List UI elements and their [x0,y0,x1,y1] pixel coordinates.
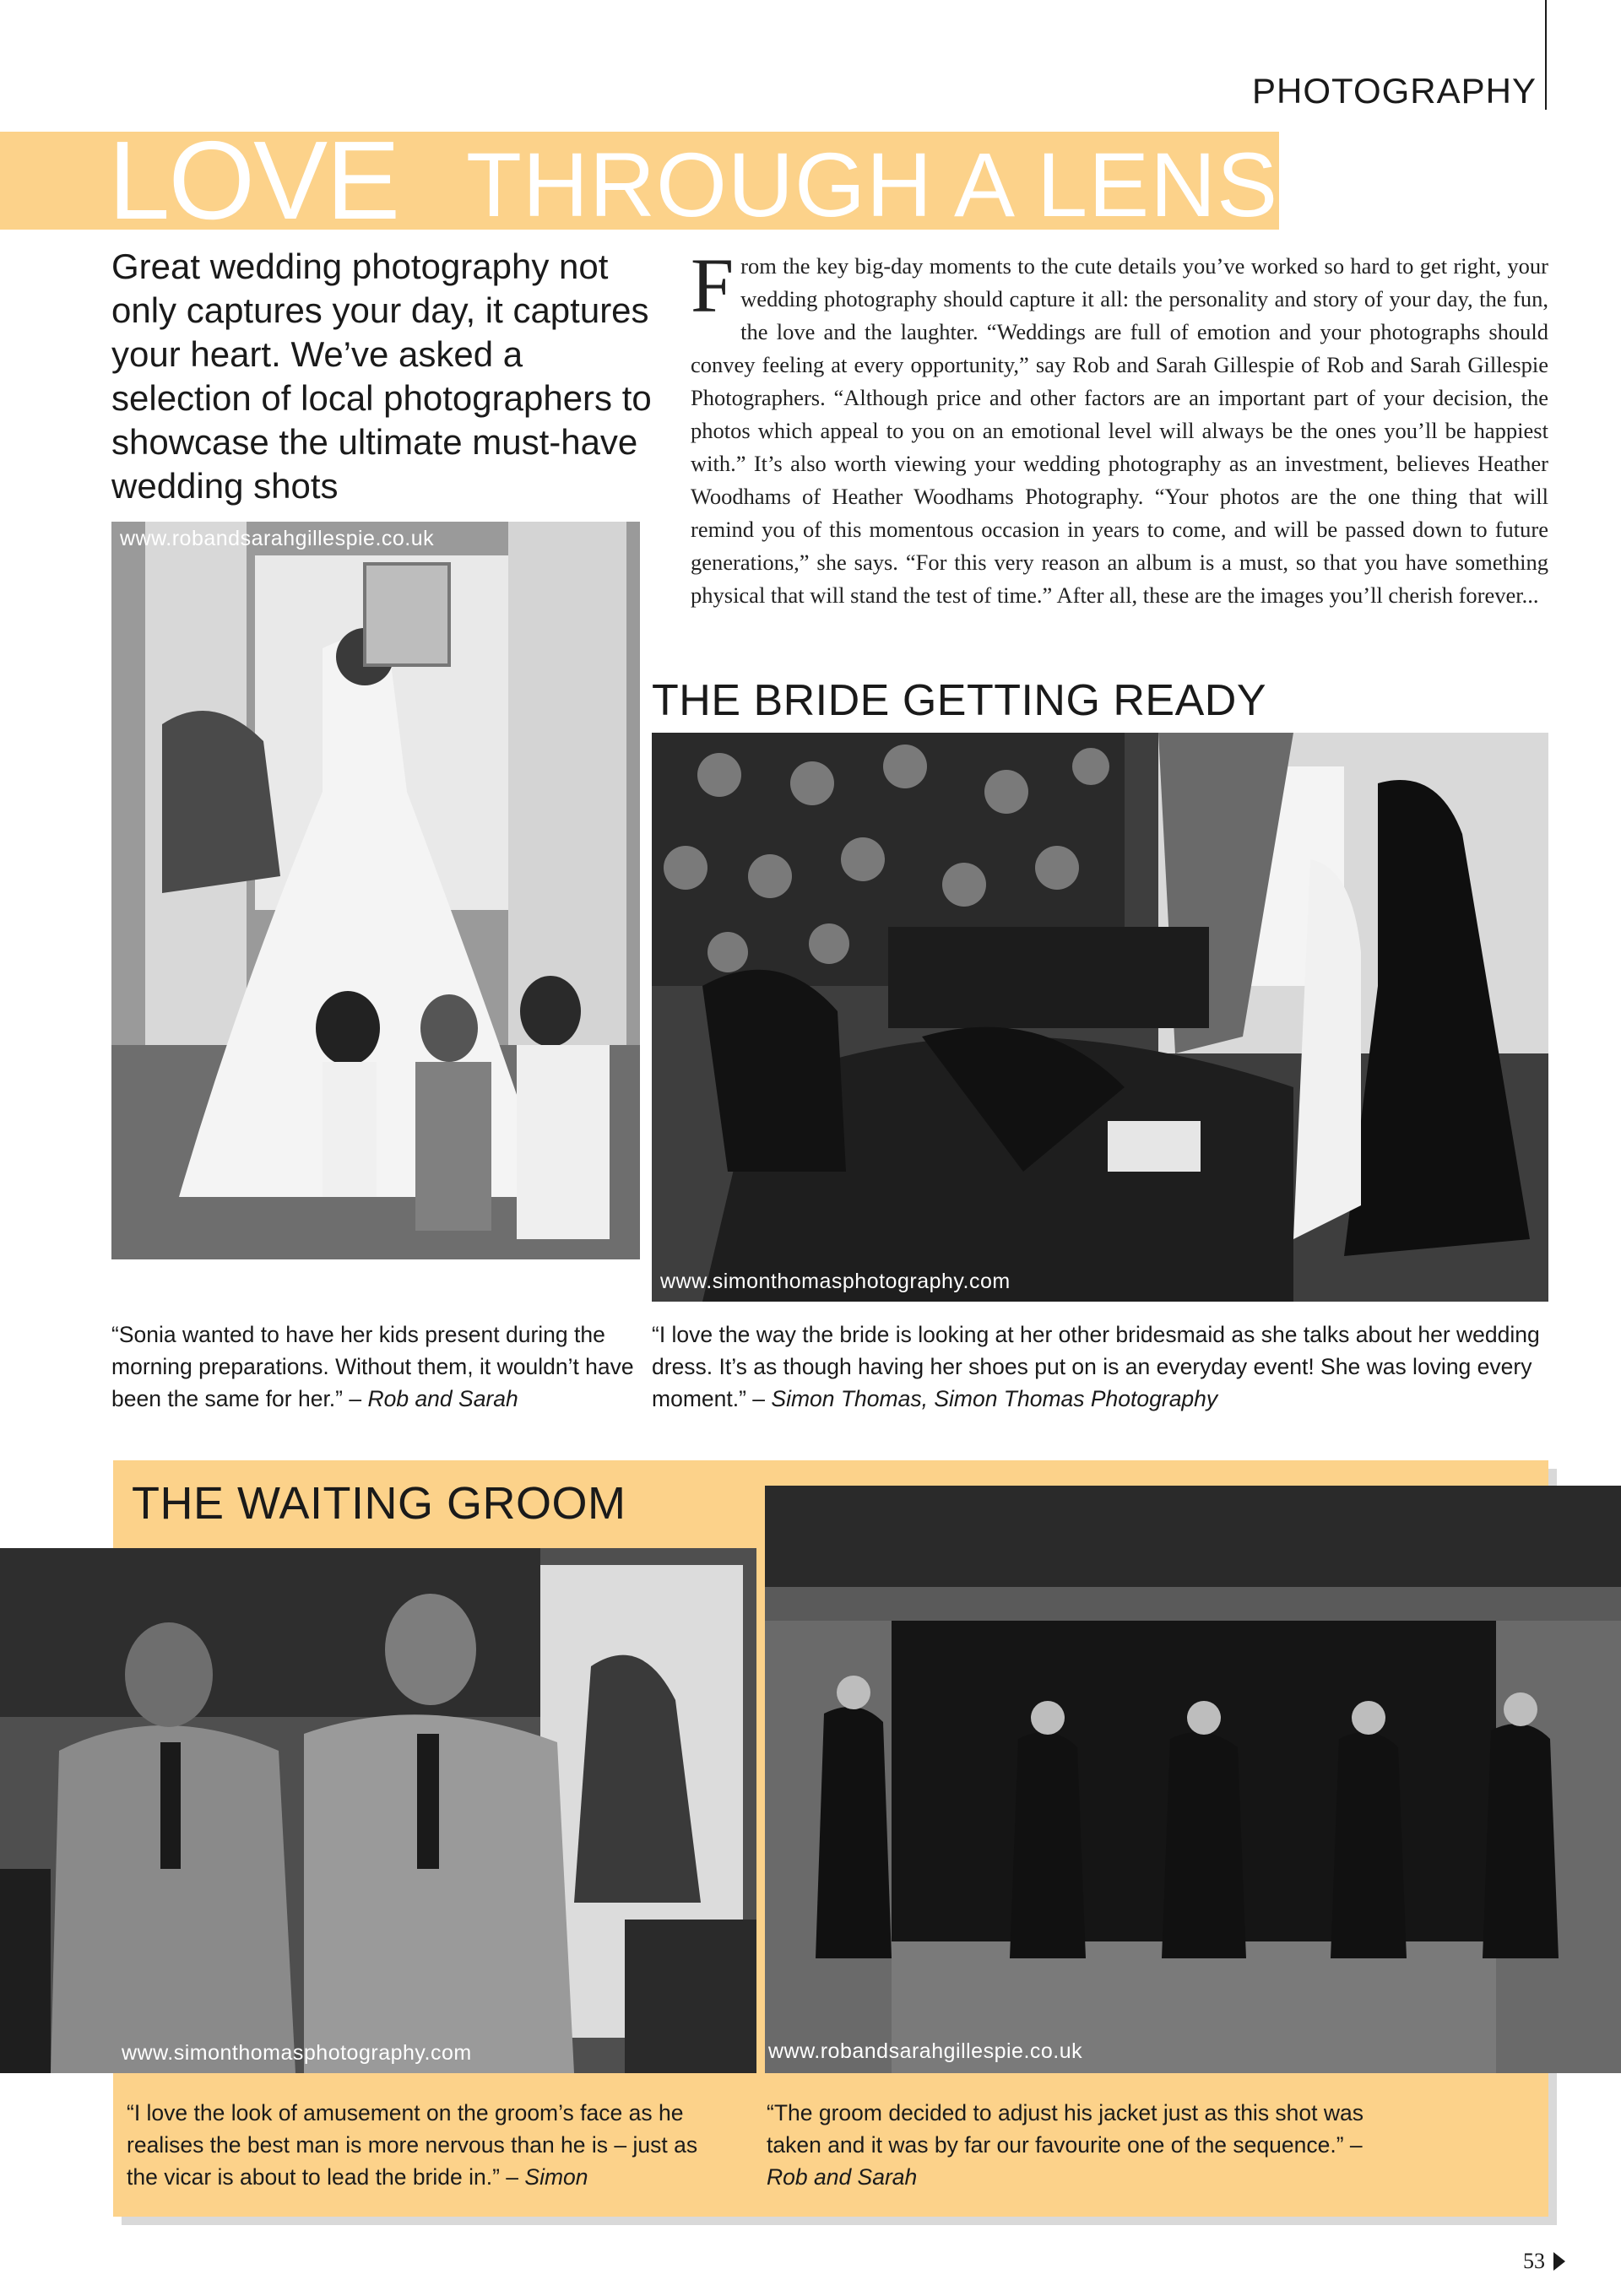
caption-attribution: Rob and Sarah [367,1386,518,1411]
page-number: 53 [1523,2249,1545,2273]
caption-groom-amusement [127,2097,735,2193]
photo-bride-illustration [111,522,640,1259]
title-highlight: LOVE [108,118,399,242]
photo-credit: www.simonthomasphotography.com [122,2041,472,2065]
caption-quote: “I love the way the bride is looking at her other bridesmaid as she talks about her wedding dress. It’s as though having her shoes put on is an everyday event! She was loving every moment.” – [652,1322,1540,1411]
photo-credit: www.robandsarahgillespie.co.uk [768,2039,1083,2063]
photo-credit: www.simonthomasphotography.com [660,1270,1011,1293]
article-text: rom the key big-day moments to the cute details you’ve worked so hard to get right, your wedding photography should capture it all: the personality and story of your day, the fun, the love and the laughter. “Weddings are full of emotion and your photographs should convey feeling at every opportunity,” say Rob and Sarah Gillespie of Rob and Sarah Gillespie Photographers. “Although price and other factors are an important part of your decision, the photos which appeal to you on an emotional level will always be the ones you’ll be happiest with.” It’s also worth viewing your wedding photography as an investment, believes Heather Woodhams of Heather Woodhams Photography. “Your photos are the one thing that will remind you of this momentous occasion in years to come, and will be passed down to future generations,” she says. “For this very reason an album is a must, so that you have something physical that will stand the test of time.” After all, these are the images you’ll cherish forever... [691,253,1548,608]
caption-attribution: Simon [524,2164,588,2190]
caption-sonia [111,1319,645,1415]
photo-groom-in-church [0,1548,756,2073]
photo-bride-with-children [111,522,640,1259]
caption-groom-jacket [767,2097,1391,2193]
caption-attribution: Rob and Sarah [767,2164,918,2190]
caption-quote: “Sonia wanted to have her kids present during the morning preparations. Without them, it wouldn’t have been the same for her.” – [111,1322,634,1411]
caption-bridesmaid [652,1319,1548,1415]
title-rest: THROUGH A LENS [466,133,1279,236]
article-body [691,242,1548,612]
section-heading-bride-getting-ready: THE BRIDE GETTING READY [652,676,1267,725]
photo-groom-church-illustration [0,1548,756,2073]
next-page-arrow-icon [1553,2252,1565,2271]
intro-standfirst: Great wedding photography not only captures your day, it captures your heart. We’ve asked a selection of local photographers to showcase the ultimate must-have wedding shots [111,246,652,506]
drop-cap: F [691,242,735,328]
photo-credit: www.robandsarahgillespie.co.uk [120,527,435,550]
photo-groom-barn-illustration [765,1486,1621,2073]
caption-quote: “The groom decided to adjust his jacket just as this shot was taken and it was by far our favourite one of the sequence.” – [767,2100,1364,2158]
photo-groomsmen-in-barn [765,1486,1621,2073]
photo-getting-ready-illustration [652,733,1548,1302]
section-divider-rule [1545,0,1547,110]
caption-attribution: Simon Thomas, Simon Thomas Photography [771,1386,1218,1411]
section-label: PHOTOGRAPHY [1252,71,1537,111]
photo-bride-getting-ready [652,733,1548,1302]
section-heading-waiting-groom: THE WAITING GROOM [132,1478,626,1529]
caption-quote: “I love the look of amusement on the groom’s face as he realises the best man is more nervous than he is – just as the vicar is about to lead the bride in.” – [127,2100,698,2190]
